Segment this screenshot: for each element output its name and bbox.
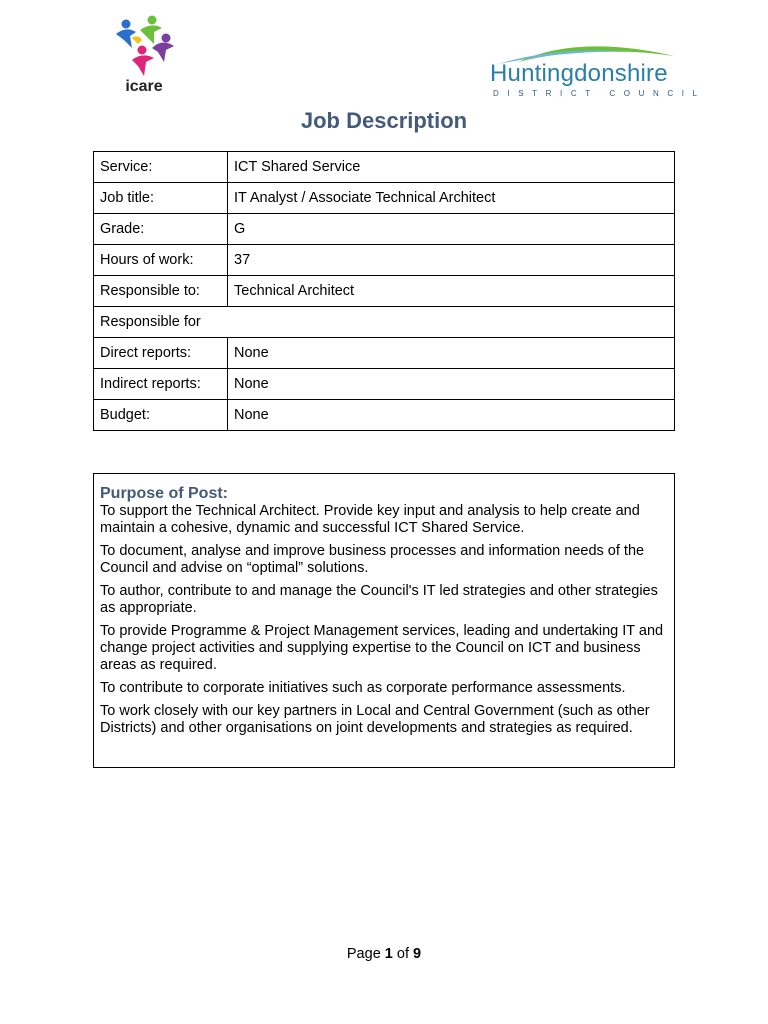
row-label: Hours of work: xyxy=(94,245,228,276)
icare-logo-text: icare xyxy=(125,78,163,95)
table-row xyxy=(94,152,675,183)
row-value: G xyxy=(228,214,675,245)
purpose-paragraph: To contribute to corporate initiatives such as corporate performance assessments. xyxy=(100,680,626,696)
row-value: Technical Architect xyxy=(228,276,675,307)
row-value: IT Analyst / Associate Technical Architect xyxy=(228,183,675,214)
row-label-full: Responsible for xyxy=(94,307,675,338)
purpose-heading: Purpose of Post: xyxy=(100,485,229,502)
hdc-logo-name: Huntingdonshire xyxy=(490,60,668,87)
purpose-of-post-box xyxy=(93,473,675,768)
icare-logo xyxy=(108,14,180,96)
purpose-paragraph: To document, analyse and improve business processes and information needs of the Council and advise on “optimal” solutions. xyxy=(100,543,645,576)
icare-figures-icon xyxy=(112,14,176,78)
table-row xyxy=(94,276,675,307)
row-label: Responsible to: xyxy=(94,276,228,307)
row-value: None xyxy=(228,338,675,369)
table-row xyxy=(94,183,675,214)
row-value: None xyxy=(228,369,675,400)
table-row xyxy=(94,400,675,431)
page-title: Job Description xyxy=(300,108,468,133)
footer-total-pages: 9 xyxy=(413,946,422,962)
row-value: ICT Shared Service xyxy=(228,152,675,183)
row-label: Grade: xyxy=(94,214,228,245)
table-row xyxy=(94,369,675,400)
table-row xyxy=(94,214,675,245)
footer-current-page: 1 xyxy=(384,946,393,962)
row-label: Direct reports: xyxy=(94,338,228,369)
footer-of-word: of xyxy=(396,946,409,962)
row-value: None xyxy=(228,400,675,431)
hdc-logo xyxy=(478,40,706,102)
hdc-logo-subtitle: DISTRICT COUNCIL xyxy=(493,89,706,98)
row-value: 37 xyxy=(228,245,675,276)
table-row xyxy=(94,245,675,276)
row-label: Budget: xyxy=(94,400,228,431)
row-label: Service: xyxy=(94,152,228,183)
table-row xyxy=(94,338,675,369)
purpose-paragraph: To provide Programme & Project Management services, leading and undertaking IT and change project activities and supplying expertise to the Council on ICT and business areas as required. xyxy=(100,623,664,673)
row-label: Job title: xyxy=(94,183,228,214)
job-info-table xyxy=(93,151,675,431)
purpose-paragraph: To support the Technical Architect. Provide key input and analysis to help create and maintain a cohesive, dynamic and successful ICT Shared Service. xyxy=(100,503,640,536)
footer-page-word: Page xyxy=(346,946,381,962)
purpose-paragraph: To author, contribute to and manage the Council's IT led strategies and other strategies as appropriate. xyxy=(100,583,658,616)
row-label: Indirect reports: xyxy=(94,369,228,400)
table-row xyxy=(94,307,675,338)
page-footer xyxy=(0,946,768,962)
purpose-paragraph: To work closely with our key partners in Local and Central Government (such as other Districts) and other organisations on joint developments and strategies as required. xyxy=(100,703,650,736)
